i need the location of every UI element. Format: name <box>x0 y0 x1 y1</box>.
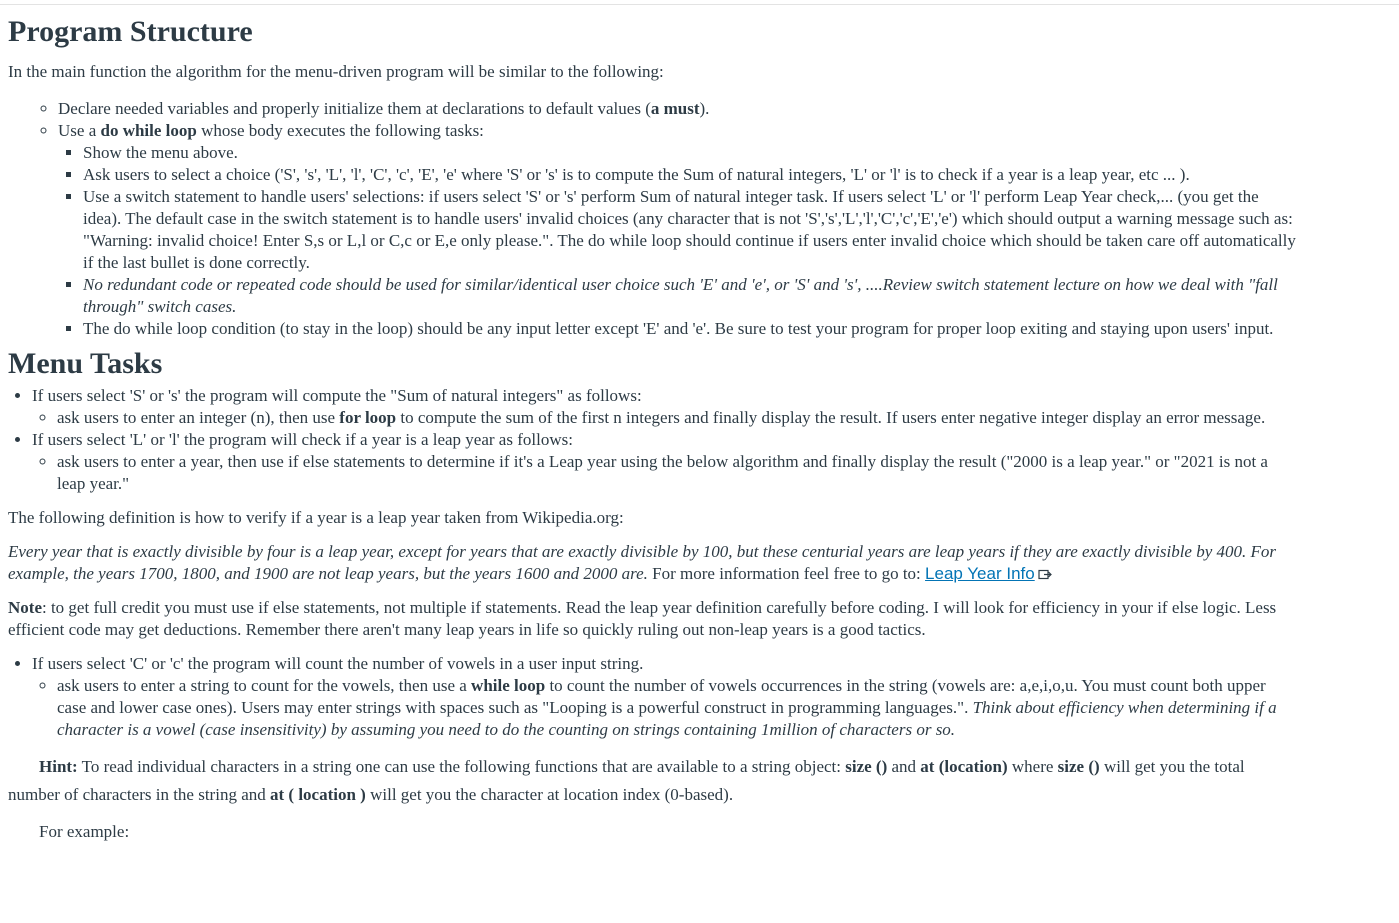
program-structure-list <box>8 98 1298 340</box>
hint-paragraph: Hint: To read individual characters in a string one can use the following functions that are available to a string object: size () and at (location) where size () will get you the total number of characters in the string and at ( location ) will get you the character at location index (0-based). <box>8 757 1245 804</box>
task-leap-detail: ◦ ask users to enter a year, then use if else statements to determine if it's a Leap year using the below algorithm and finally display the result ("2000 is a leap year." or "2021 is not a leap year." <box>57 451 1298 495</box>
example-label: For example: <box>39 822 130 841</box>
external-link-icon <box>1038 568 1052 580</box>
leap-definition: Every year that is exactly divisible by four is a leap year, except for years that are exactly divisible by 100, but these centurial years are leap years if they are exactly divisible by 400. For example, the years 1700, 1800, and 1900 are not leap years, but the years 1600 and 2000 are. For more information feel free to go to: Leap Year Info <box>8 542 1277 583</box>
page-content <box>8 8 1298 843</box>
program-structure-intro: In the main function the algorithm for the menu-driven program will be similar to the following: <box>8 62 664 81</box>
task-show-menu: ▪ Show the menu above. <box>83 142 1298 164</box>
task-switch: ▪ Use a switch statement to handle users' selections: if users select 'S' or 's' perform Sum of natural integer task. If users select 'L' or 'l' perform Leap Year check,... (you get the idea). The default case in the switch statement is to handle users' invalid choices (any character that is not 'S','s','L','l','C','c','E','e') which should output a warning message such as: "Warning: invalid choice! Enter S,s or L,l or C,c or E,e only please.". The do while loop should continue if users enter invalid choice which should be taken care off automatically if the last bullet is done correctly. <box>83 186 1298 274</box>
task-vowels-sublist <box>32 675 1298 741</box>
task-ask-choice: ▪ Ask users to select a choice ('S', 's', 'L', 'l', 'C', 'c', 'E', 'e' where 'S' or 's' is to compute the Sum of natural integers, 'L' or 'l' is to check if a year is a leap year, etc ... ). <box>83 164 1298 186</box>
task-vowels-detail: ◦ ask users to enter a string to count for the vowels, then use a while loop to count the number of vowels occurrences in the string (vowels are: a,e,i,o,u. You must count both upper case and lower case ones). Users may enter strings with spaces such as "Looping is a powerful construct in programming languages.". Think about efficiency when determining if a character is a vowel (case insensitivity) by assuming you need to do the counting on strings containing 1million of characters or so. <box>57 675 1298 741</box>
menu-tasks-heading: Menu Tasks <box>8 347 163 380</box>
program-structure-heading: Program Structure <box>8 15 253 48</box>
task-sum: • If users select 'S' or 's' the program will compute the "Sum of natural integers" as follows: ◦ ask users to enter an integer (n), then use for loop to compute the sum of the first n integers and finally display the result. If users enter negative integer display an error message. <box>32 385 1298 429</box>
do-while-task-list <box>58 142 1298 340</box>
task-leap-sublist <box>32 451 1298 495</box>
task-sum-detail: ◦ ask users to enter an integer (n), then use for loop to compute the sum of the first n integers and finally display the result. If users enter negative integer display an error message. <box>57 407 1298 429</box>
definition-intro: The following definition is how to verify if a year is a leap year taken from Wikipedia.org: <box>8 508 624 527</box>
task-no-redundant: ▪ No redundant code or repeated code should be used for similar/identical user choice such 'E' and 'e', or 'S' and 's', ....Review switch statement lecture on how we deal with "fall through" switch cases. <box>83 274 1298 318</box>
top-divider <box>0 4 1399 5</box>
task-sum-sublist <box>32 407 1298 429</box>
note-paragraph: Note: to get full credit you must use if else statements, not multiple if statements. Read the leap year definition carefully before coding. I will look for efficiency in your if else logic. Less efficient code may get deductions. Remember there aren't many leap years in life so quickly ruling out non-leap years is a good tactics. <box>8 598 1277 639</box>
leap-year-info-link[interactable]: Leap Year Info <box>925 564 1035 583</box>
task-vowels: • If users select 'C' or 'c' the program will count the number of vowels in a user input string. ◦ ask users to enter a string to count for the vowels, then use a while loop to count the number of vowels occurrences in the string (vowels are: a,e,i,o,u. You must count both upper case and lower case ones). Users may enter strings with spaces such as "Looping is a powerful construct in programming languages.". Think about efficiency when determining if a character is a vowel (case insensitivity) by assuming you need to do the counting on strings containing 1million of characters or so. <box>32 653 1298 741</box>
menu-tasks-list-2 <box>8 653 1298 741</box>
task-leap: • If users select 'L' or 'l' the program will check if a year is a leap year as follows: ◦ ask users to enter a year, then use if else statements to determine if it's a Leap year using the below algorithm and finally display the result ("2000 is a leap year." or "2021 is not a leap year." <box>32 429 1298 495</box>
list-item-do-while: ◦ Use a do while loop whose body executes the following tasks: ▪ Show the menu above. ▪ Ask users to select a choice ('S', 's', 'L', 'l', 'C', 'c', 'E', 'e' where 'S' or 's' is to compute the Sum of natural integers, 'L' or 'l' is to check if a year is a leap year, etc ... ). ▪ Use a switch statement to handle users' selections: if users select 'S' or 's' perform Sum of natural integer task. If users select 'L' or 'l' perform Leap Year check,... (you get the idea). The default case in the switch statement is to handle users' invalid choices (any character that is not 'S','s','L','l','C','c','E','e') which should output a warning message such as: "Warning: invalid choice! Enter S,s or L,l or C,c or E,e only please.". The do while loop should continue if users enter invalid choice which should be taken care off automatically if the last bullet is done correctly. ▪ No redundant code or repeated code should be used for similar/identical user choice such 'E' and 'e', or 'S' and 's', ....Review switch statement lecture on how we deal with "fall through" switch cases. ▪ The do while loop condition (to stay in the loop) should be any input letter except 'E' and 'e'. Be sure to test your program for proper loop exiting and staying upon users' input. <box>58 120 1298 340</box>
list-item-declare: ◦ Declare needed variables and properly initialize them at declarations to default values (a must). <box>58 98 1298 120</box>
task-loop-condition: ▪ The do while loop condition (to stay in the loop) should be any input letter except 'E' and 'e'. Be sure to test your program for proper loop exiting and staying upon users' input. <box>83 318 1298 340</box>
menu-tasks-list-1 <box>8 385 1298 495</box>
